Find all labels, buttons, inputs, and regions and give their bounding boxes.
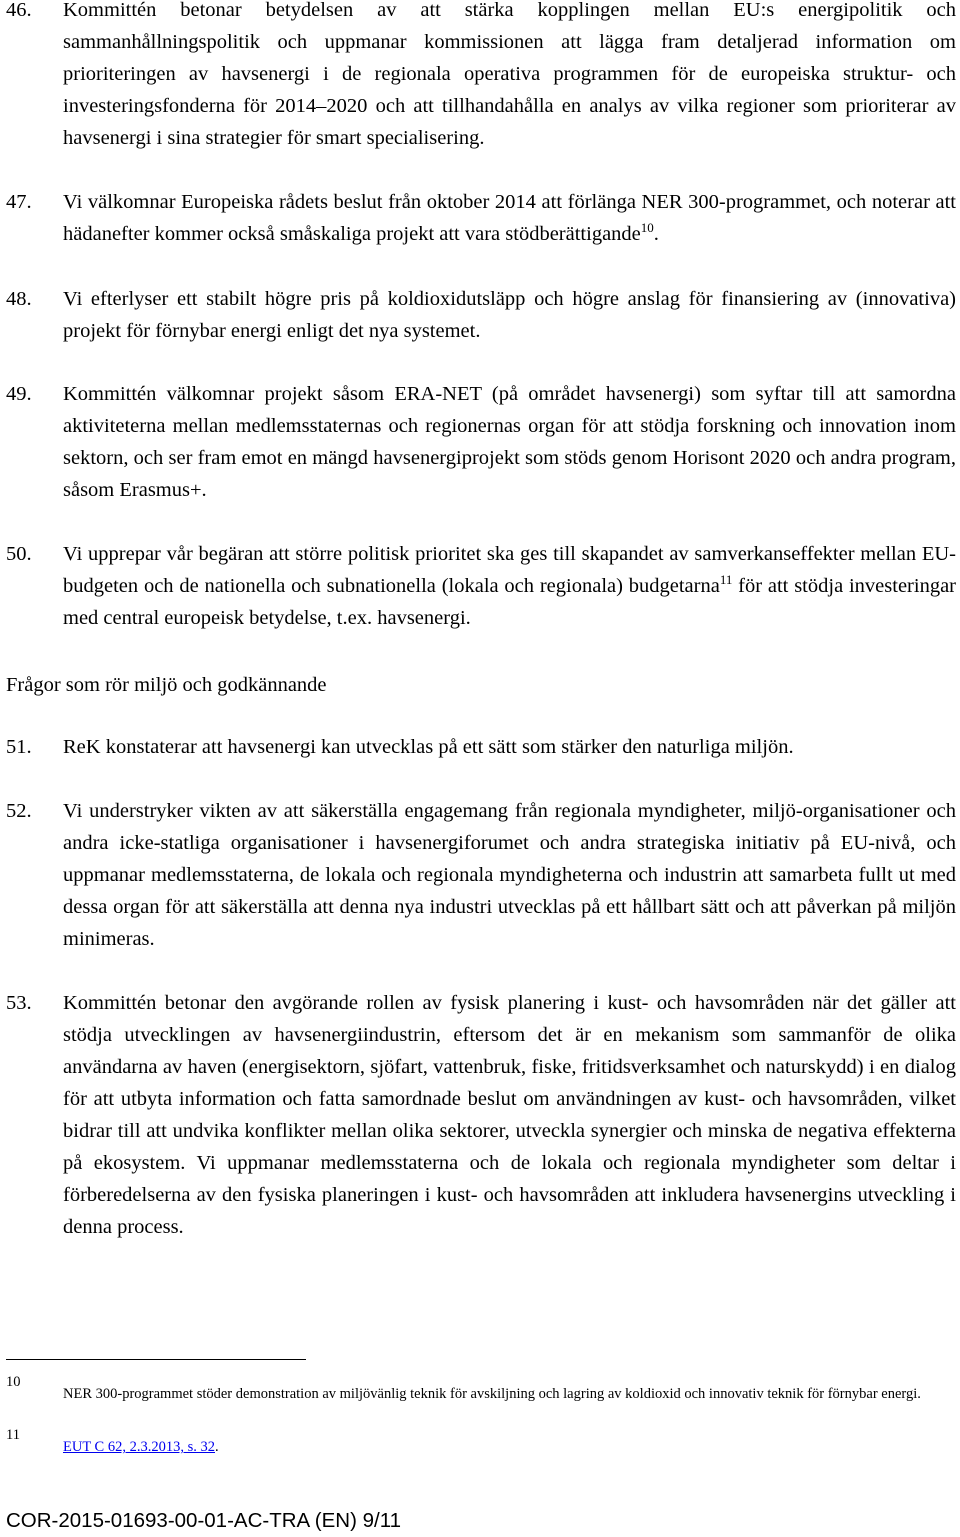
- paragraph-49: [0, 378, 956, 506]
- section-heading: Frågor som rör miljö och godkännande: [6, 674, 327, 696]
- footnote-text-end: .: [215, 1439, 219, 1455]
- paragraph-text: ReK konstaterar att havsenergi kan utvecklas på ett sätt som stärker den naturliga miljön.: [63, 736, 794, 758]
- paragraph-number: 48.: [6, 288, 32, 310]
- paragraph-text-end: för att stödja investeringar med central europeisk betydelse, t.ex. havsenergi.: [63, 575, 956, 629]
- paragraph-text: Vi välkomnar Europeiska rådets beslut från oktober 2014 att förlänga NER 300-programmet, och noterar att hädanefter kommer också småskaliga projekt att vara stödberättigande: [63, 191, 956, 245]
- paragraph-text: Vi upprepar vår begäran att större politisk prioritet ska ges till skapandet av samverkanseffekter mellan EU-budgeten och de nationella och subnationella (lokala och regionala) budgetarna: [63, 543, 956, 597]
- footnote-number: 11: [6, 1427, 20, 1443]
- paragraph-number: 52.: [6, 800, 32, 822]
- paragraph-number: 50.: [6, 543, 32, 565]
- paragraph-47: [0, 186, 956, 250]
- footnote-11: [0, 1427, 956, 1458]
- footnote-10: [0, 1374, 956, 1405]
- paragraph-52: [0, 795, 956, 955]
- paragraph-53: [0, 987, 956, 1243]
- footnote-body: [63, 1436, 956, 1458]
- paragraph-number: 46.: [6, 0, 32, 21]
- paragraph-text: Kommittén betonar den avgörande rollen av fysisk planering i kust- och havsområden när det gäller att stödja utvecklingen av havsenergiindustrin, eftersom det är en mekanism som sammanför de olika användarna av haven (energisektorn, sjöfart, vattenbruk, fiske, fritidsverksamhet och naturskydd) i en dialog för att utbyta information och fatta samordnade beslut om användningen av kust- och havsområden, vilket bidrar till att undvika konflikter mellan olika sektorer, utveckla synergier och minska de negativa effekterna på ekosystem. Vi uppmanar medlemsstaterna och de lokala och regionala myndigheter som deltar i förberedelserna av den fysiska planeringen i kust- och havsområden att inkludera havsenergins utveckling i denna process.: [63, 992, 956, 1238]
- paragraph-number: 51.: [6, 736, 32, 758]
- footnote-ref-11[interactable]: 11: [719, 572, 733, 588]
- paragraph-number: 47.: [6, 191, 32, 213]
- footnote-number: 10: [6, 1374, 21, 1390]
- footnote-ref-10[interactable]: 10: [640, 220, 654, 236]
- paragraph-body: [63, 538, 956, 634]
- paragraph-48: [0, 283, 956, 347]
- paragraph-body: [63, 186, 956, 250]
- paragraph-text: Kommittén välkomnar projekt såsom ERA-NET (på området havsenergi) som syftar till att samordna aktiviteterna mellan medlemsstaternas och regionernas organ för att stödja forskning och innovation inom sektorn, och ser fram emot en mängd havsenergiprojekt som stöds genom Horisont 2020 och andra program, såsom Erasmus+.: [63, 383, 956, 501]
- paragraph-51: [0, 731, 956, 763]
- footnote-separator: [6, 1359, 306, 1360]
- footnote-text: NER 300-programmet stöder demonstration av miljövänlig teknik för avskiljning och lagring av koldioxid och innovativ teknik för förnybar energi.: [63, 1386, 921, 1402]
- paragraph-text-end: .: [653, 223, 659, 245]
- paragraph-text: Vi efterlyser ett stabilt högre pris på koldioxidutsläpp och högre anslag för finansiering av (innovativa) projekt för förnybar energi enligt det nya systemet.: [63, 288, 956, 342]
- paragraph-text: Vi understryker vikten av att säkerställa engagemang från regionala myndigheter, miljö-organisationer och andra icke-statliga organisationer i havsenergiforumet och andra strategiska initiativ på EU-nivå, och uppmanar medlemsstaterna, de lokala och regionala myndigheterna och industrin att samarbeta fullt ut med dessa organ för att säkerställa att denna nya industri utvecklas på ett hållbart sätt och att påverkan på miljön minimeras.: [63, 800, 956, 950]
- paragraph-text: Kommittén betonar betydelsen av att stärka kopplingen mellan EU:s energipolitik och sammanhållningspolitik och uppmanar kommissionen att lägga fram detaljerad information om prioriteringen av havsenergi i de regionala operativa programmen för de europeiska struktur- och investeringsfonderna för 2014–2020 och att tillhandahålla en analys av vilka regioner som prioriterar av havsenergi i sina strategier för smart specialisering.: [63, 0, 956, 149]
- page-footer: COR-2015-01693-00-01-AC-TRA (EN) 9/11: [6, 1509, 401, 1532]
- paragraph-50: [0, 538, 956, 634]
- paragraph-46: [0, 0, 956, 154]
- paragraph-number: 53.: [6, 992, 32, 1014]
- paragraph-number: 49.: [6, 383, 32, 405]
- footnote-link[interactable]: EUT C 62, 2.3.2013, s. 32: [63, 1439, 215, 1455]
